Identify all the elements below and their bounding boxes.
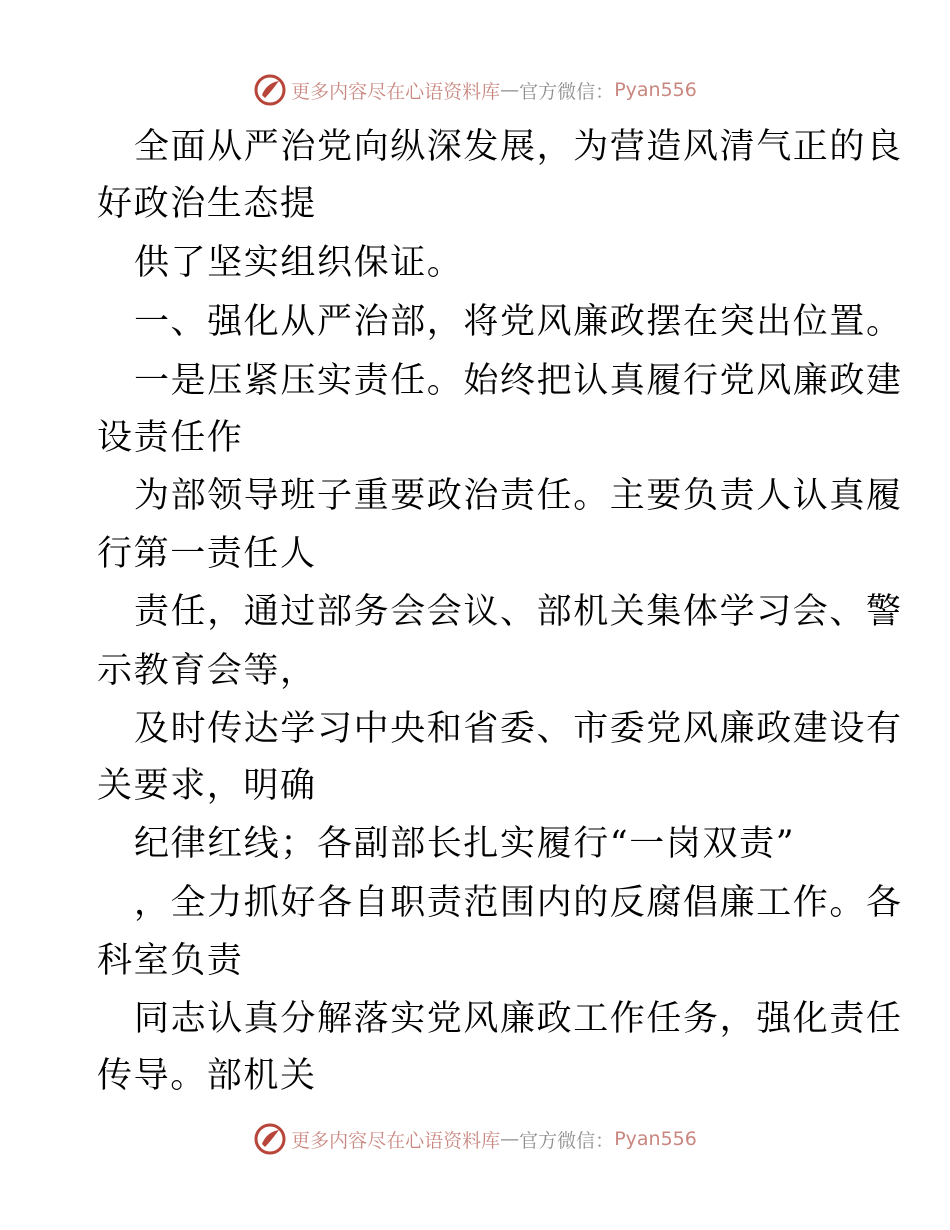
body-line: 好政治生态提 [97, 184, 317, 224]
body-line: 纪律红线；各副部长扎实履行“一岗双责” [134, 824, 796, 864]
body-line: 科室负责 [97, 941, 244, 981]
footer-watermark [0, 1119, 950, 1159]
body-line: 同志认真分解落实党风廉政工作任务，强化责任 [134, 999, 903, 1039]
watermark-id: Pyan556 [614, 79, 697, 101]
watermark-main-text: 更多内容尽在心语资料库 [291, 80, 501, 103]
watermark-id: Pyan556 [614, 1128, 697, 1150]
watermark-main-text: 更多内容尽在心语资料库 [291, 1129, 501, 1152]
body-line: 传导。部机关 [97, 1056, 317, 1096]
body-line: 关要求，明确 [97, 766, 317, 806]
body-line: 行第一责任人 [97, 534, 317, 574]
body-line: 及时传达学习中央和省委、市委党风廉政建设有 [134, 709, 903, 749]
body-line: 示教育会等， [97, 651, 317, 691]
watermark-separator: — [500, 1128, 520, 1150]
watermark-label: 官方微信： [519, 80, 615, 103]
seal-logo-icon [253, 1122, 287, 1156]
watermark-separator: — [500, 79, 520, 101]
body-line: 一、强化从严治部，将党风廉政摆在突出位置。 [134, 302, 903, 342]
body-line: 责任，通过部务会会议、部机关集体学习会、警 [134, 592, 903, 632]
body-line: 设责任作 [97, 418, 244, 458]
body-line: 供了坚实组织保证。 [134, 243, 464, 283]
body-line: 全面从严治党向纵深发展，为营造风清气正的良 [134, 127, 903, 167]
body-line: 为部领导班子重要政治责任。主要负责人认真履 [134, 476, 903, 516]
watermark-label: 官方微信： [519, 1129, 615, 1152]
body-line: ，全力抓好各自职责范围内的反腐倡廉工作。各 [134, 883, 903, 923]
body-line: 一是压紧压实责任。始终把认真履行党风廉政建 [134, 361, 903, 401]
